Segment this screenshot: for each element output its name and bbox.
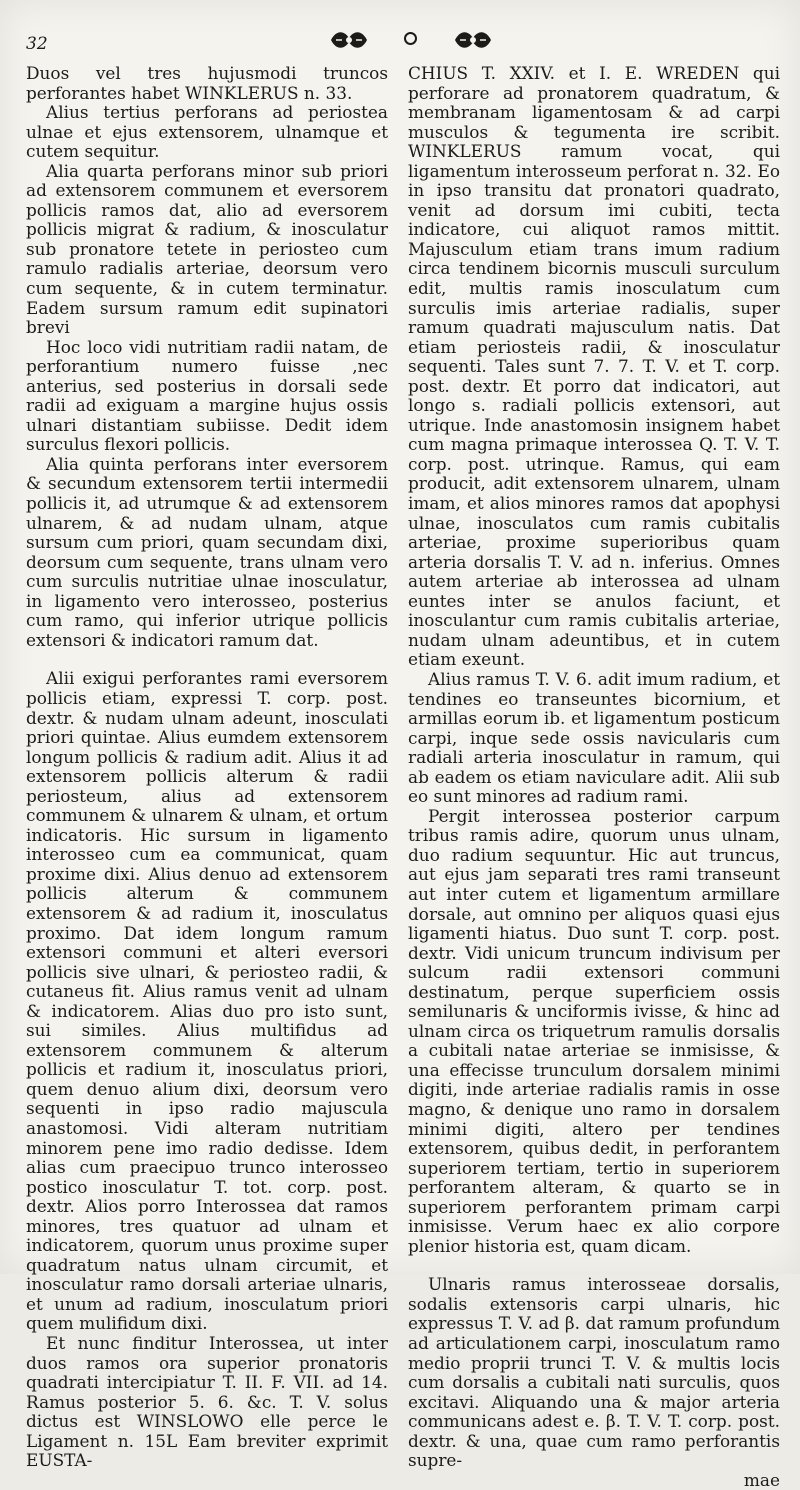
- paragraph: Et nunc finditur Interossea, ut inter duos ramos ora superior pronatoris quadrati intercipiatur T. II. F. VII. ad 14. Ramus posterior 5. 6. &c. T. V. solus dictus est WINSLOWO elle perce le Ligament n. 15L Eam breviter exprimit EUSTA-: [26, 1333, 388, 1471]
- paragraph: Hoc loco vidi nutritiam radii natam, de perforantium numero fuisse ,nec anterius, sed posterius in dorsali sede radii ad exiguam a margine hujus ossis ulnari distantiam subiisse. Dedit idem surculus flexori pollicis.: [26, 336, 388, 455]
- paragraph: CHIUS T. XXIV. et I. E. WREDEN qui perforare ad pronatorem quadratum, & membranam ligamentosam & ad carpi musculos & tegumenta ire scribit. WINKLERUS ramum vocat, qui ligamentum interosseum perforat n. 32. Eo in ipso transitu dat pronatori quadrato, venit ad dorsum imi cubiti, tecta indicatore, cui aliquot ramos mittit. Majusculum etiam trans imum radium circa tendinem bicornis musculi surculum edit, multis ramis inosculatum cum surculis imis arteriae radialis, super ramum quadrati majusculum natis. Dat etiam periosteis radii, & inosculatur sequenti. Tales sunt 7. 7. T. V. et T. corp. post. dextr. Et porro dat indicatori, aut longo s. radiali pollicis extensori, aut utrique. Inde anastomosin insignem habet cum magna primaque interossea Q. T. V. T. corp. post. utrinque. Ramus, qui eam producit, adit extensorem ulnarem, ulnam imam, et alios minores ramos dat apophysi ulnae, inosculatos cum ramis cubitalis arteriae, proxime superioribus quam arteria dorsalis T. V. ad n. inferius. Omnes autem arteriae ab interossea ad ulnam euntes inter se anulos faciunt, et inosculantur cum ramis cubitalis arteriae, nudam ulnam adeuntibus, et in cutem etiam exeunt.: [408, 63, 780, 670]
- paragraph: Pergit interossea posterior carpum tribus ramis adire, quorum unus ulnam, duo radium sequuntur. Hic aut truncus, aut ejus jam separati tres rami transeunt aut inter cutem et ligamentum armillare dorsale, aut omnino per aliquos quasi ejus ligamenti hiatus. Duo sunt T. corp. post. dextr. Vidi unicum truncum indivisum per sulcum radii extensori communi destinatum, perque superficiem ossis semilunaris & unciformis ivisse, & hinc ad ulnam circa os triquetrum ramulis dorsalis a cubitali natae arteriae se inmisisse, & una effecisse trunculum dorsalem minimi digiti, inde arteriae radialis ramis in osse magno, & denique uno ramo in dorsalem minimi digiti, altero per tendines extensorem, quibus dedit, in perforantem superiorem tertiam, tertio in superiorem perforantem alteram, & quarto se in superiorem perforantem primam carpi inmisisse. Verum haec ex alio corpore plenior historia est, quam dicam.: [408, 805, 780, 1256]
- paragraph: Alii exigui perforantes rami eversorem pollicis etiam, expressi T. corp. post. dextr. & nudam ulnam adeunt, inosculati priori quintae. Alius eumdem extensorem longum pollicis & radium adit. Alius it ad extensorem pollicis alterum & radii periosteum, alius ad extensorem communem & ulnarem & ulnam, et ortum indicatoris. Hic sursum in ligamento interosseo cum ea communicat, quam proxime dixi. Alius denuo ad extensorem pollicis alterum & communem extensorem & ad radium it, inosculatus proximo. Dat idem longum ramum extensori communi et alteri eversori pollicis sive ulnari, & periosteo radii, & cutaneus fit. Alius ramus venit ad ulnam & indicatorem. Alias duo pro isto sunt, sui similes. Alius multifidus ad extensorem communem & alterum pollicis et radium it, inosculatus priori, quem denuo alium dixi, deorsum vero sequenti in ipso radio majuscula anastomosi. Vidi alteram nutritiam minorem pene imo radio dedisse. Idem alias cum praecipuo trunco interosseo postico inosculatur T. tot. corp. post. dextr. Alios porro Interossea dat ramos minores, tres quatuor ad ulnam et indicatorem, quorum unus proxime super quadratum natus ulnam circumit, et inosculatur ramo dorsali arteriae ulnaris, et unum ad radium, inosculatum priori quem mulifidum dixi.: [26, 668, 388, 1334]
- right-ornament-icon: [452, 26, 494, 54]
- paragraph: Ulnaris ramus interosseae dorsalis, sodalis extensoris carpi ulnaris, hic expressus T. V. ad β. dat ramum profundum ad articulationem carpi, inosculatum ramo medio proprii trunci T. V. & multis locis cum dorsalis a cubitali nati surculis, quos excitavi. Aliquando una & major arteria communicans adest e. β. T. V. T. corp. post. dextr. & una, quae cum ramo perforantis supre-: [408, 1274, 780, 1471]
- right-column: [408, 64, 780, 1490]
- paragraph: Alia quarta perforans minor sub priori ad extensorem communem et eversorem pollicis ramos dat, alio ad eversorem pollicis migrat & radium, & inosculatur sub pronatore tetete in periosteo cum ramulo radialis arteriae, deorsum vero cum sequente, & in cutem terminatur. Eadem sursum ramum edit supinatori brevi: [26, 160, 388, 338]
- page-number: 32: [26, 34, 48, 54]
- paragraph: Duos vel tres hujusmodi truncos perforantes habet WINKLERUS n. 33.: [26, 63, 388, 103]
- page-header: [0, 22, 800, 56]
- paragraph: Alia quinta perforans inter eversorem & secundum extensorem tertii intermedii pollicis it, ad utrumque & ad extensorem ulnarem, & ad nudam ulnam, atque sursum cum priori, quam secundam dixi, deorsum cum sequente, trans ulnam vero cum surculis nutritiae ulnae inosculatur, in ligamento vero interosseo, posterius cum ramo, qui inferior utrique pollicis extensori & indicatori ramum dat.: [26, 453, 388, 650]
- left-column: [26, 64, 388, 1471]
- left-ornament-icon: [328, 26, 370, 54]
- paragraph: Alius ramus T. V. 6. adit imum radium, et tendines eo transeuntes bicornium, et armillas eorum ib. et ligamentum posticum carpi, inque sede ossis navicularis cum radiali arteria inosculatur in ramum, qui ab eadem os etiam naviculare adit. Alii sub eo sunt minores ad radium rami.: [408, 668, 780, 807]
- center-ring-icon: [404, 32, 417, 45]
- paragraph: Alius tertius perforans ad periostea ulnae et ejus extensorem, ulnamque et cutem sequitur.: [26, 102, 388, 162]
- catchword: mae: [743, 1469, 780, 1490]
